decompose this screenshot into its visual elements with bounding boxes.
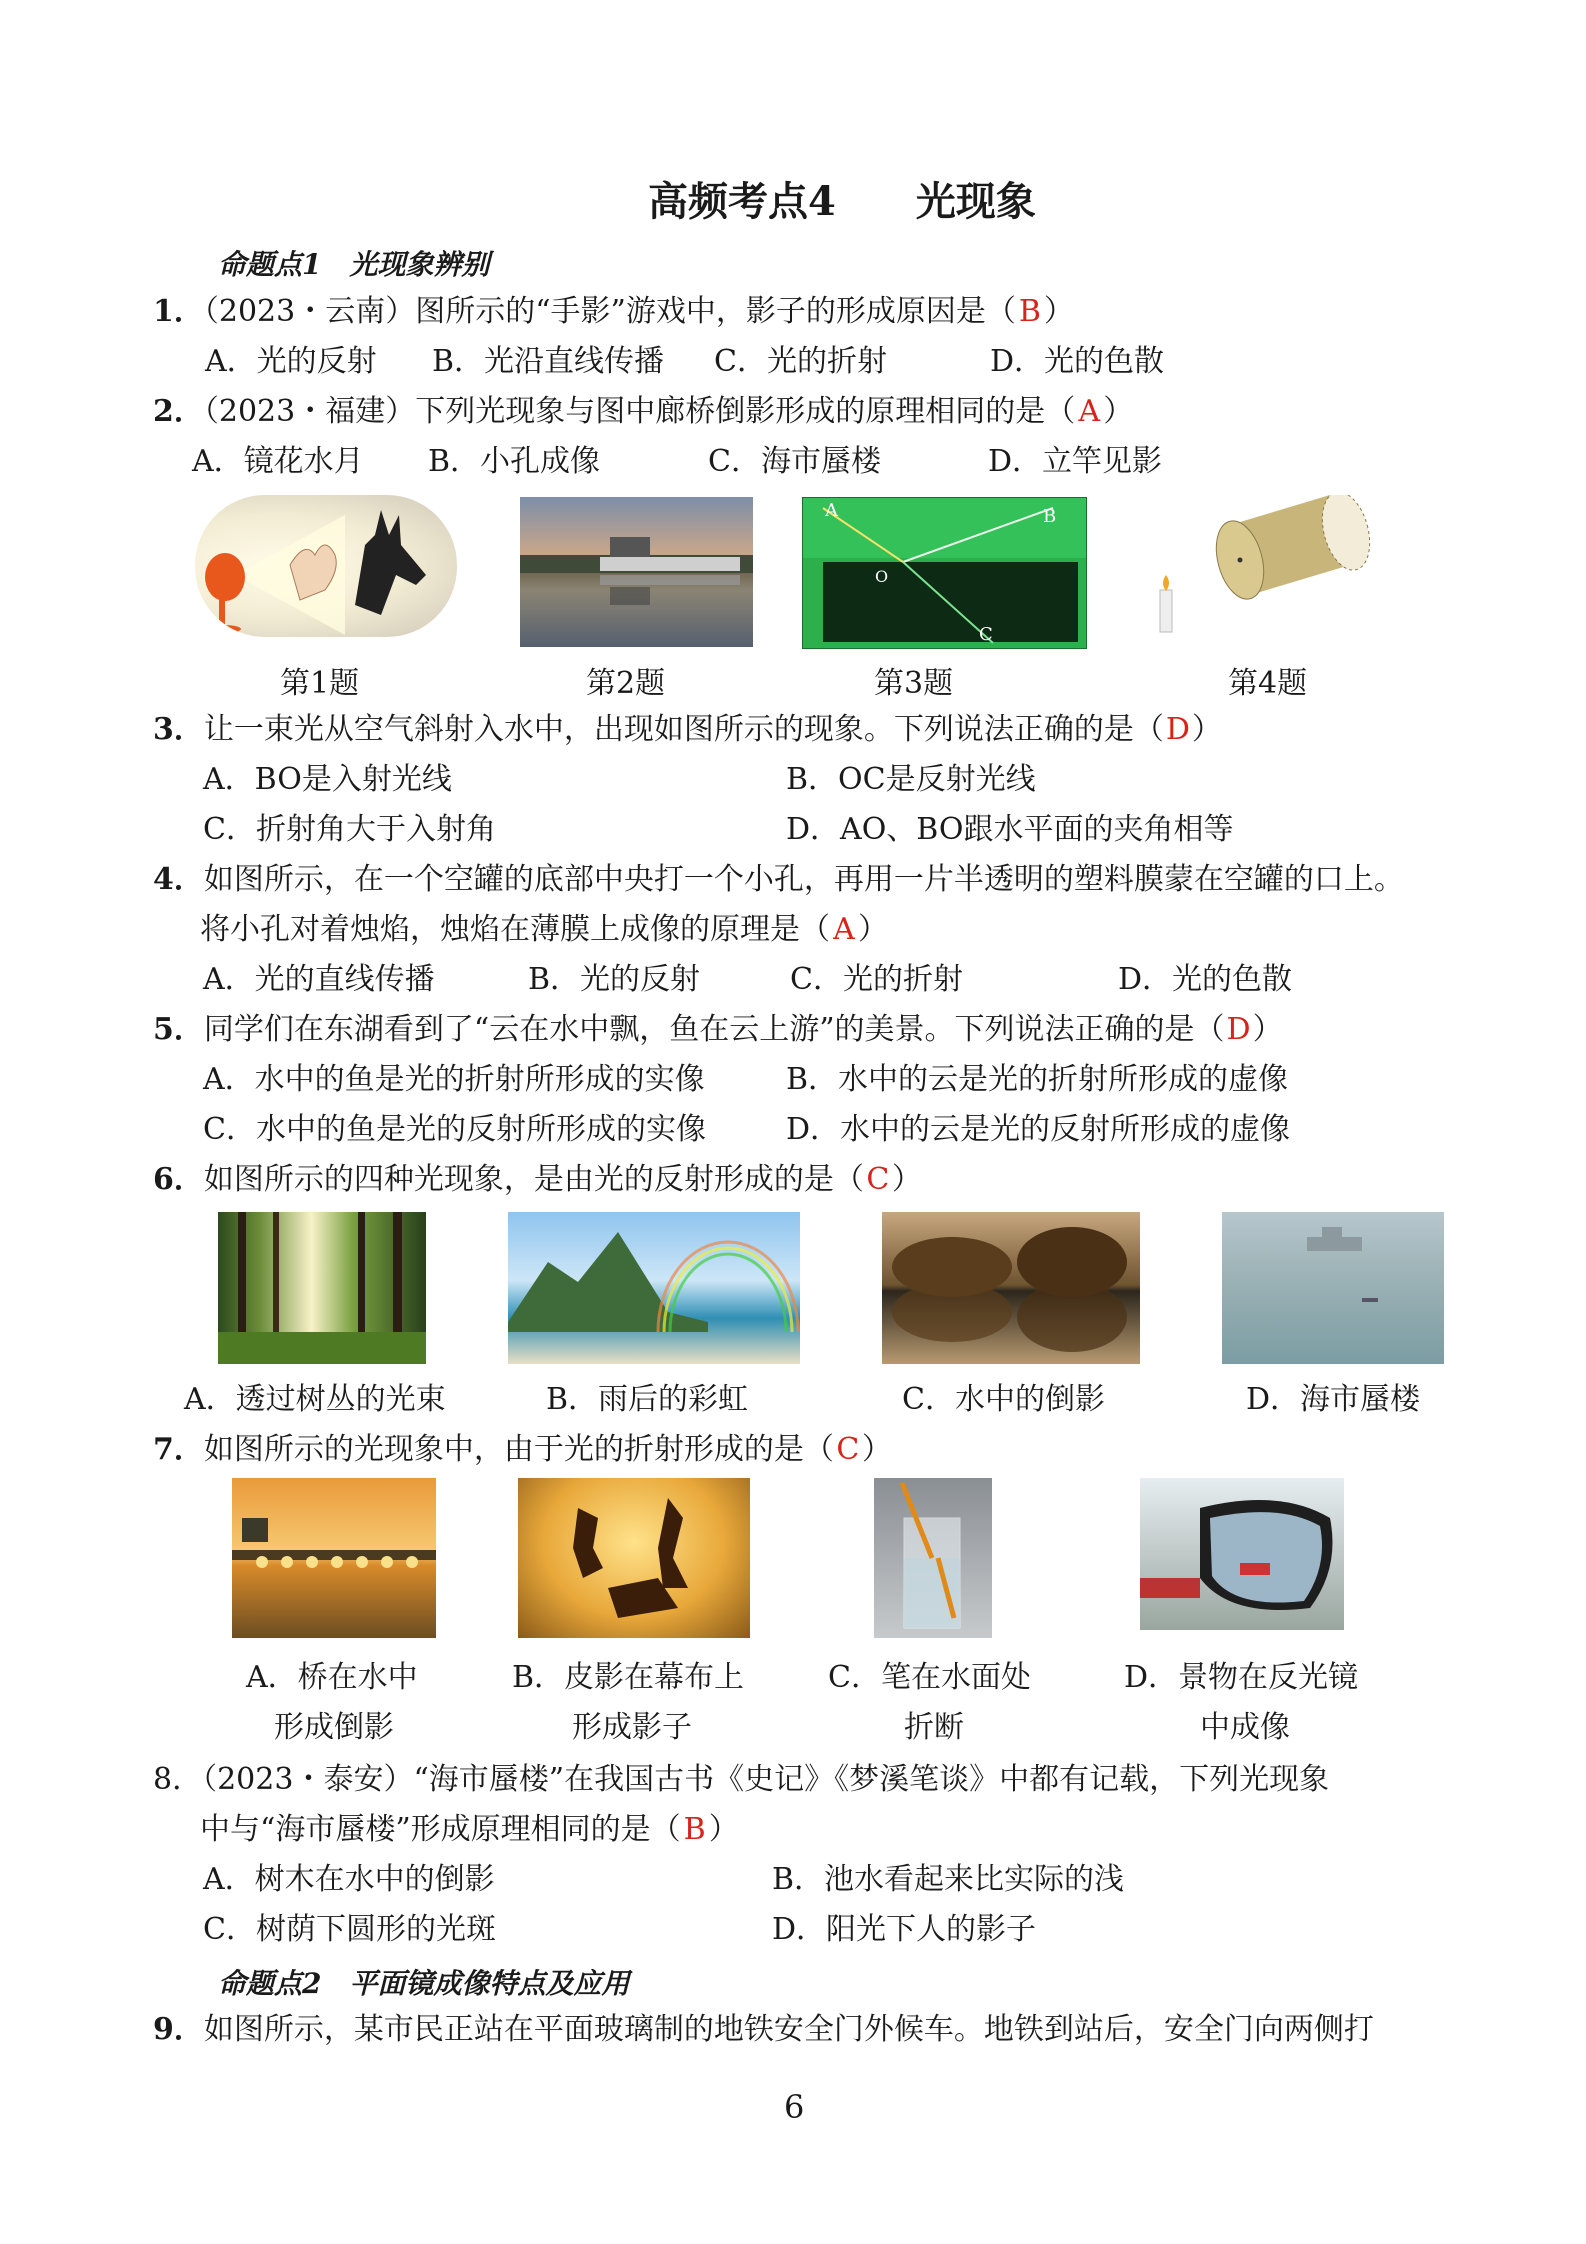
tree-reflection-illustration: [882, 1212, 1140, 1364]
paren-close: ）: [861, 1432, 892, 1467]
q1-option-d: D．光的色散: [990, 344, 1165, 379]
question-5: [153, 1008, 1283, 1052]
q1-option-a: A．光的反射: [205, 344, 377, 379]
q7-option-b: B．皮影在幕布上: [512, 1660, 745, 1695]
q5-option-c: C．水中的鱼是光的反射所形成的实像: [203, 1112, 706, 1147]
q4-option-c: C．光的折射: [790, 962, 963, 997]
caption-fig-1: 第1题: [280, 666, 360, 701]
paren-close: ）: [858, 912, 888, 947]
question-text: 让一束光从空气斜射入水中，出现如图所示的现象。下列说法正确的是（: [203, 712, 1164, 747]
paren-close: ）: [891, 1162, 922, 1197]
q2-option-a: A．镜花水月: [192, 444, 364, 479]
answer: C: [866, 1162, 890, 1197]
question-text: （2023・泰安）“海市蜃楼”在我国古书《史记》《梦溪笔谈》中都有记载，下列光现象: [202, 1762, 1330, 1797]
q6-option-a: A．透过树丛的光束: [184, 1382, 446, 1417]
question-number: 7．: [153, 1432, 204, 1467]
question-number: 3．: [153, 712, 204, 747]
paren-close: ）: [1252, 1012, 1283, 1047]
question-text: 将小孔对着烛焰，烛焰在薄膜上成像的原理是（: [200, 912, 830, 947]
q8-option-c: C．树荫下圆形的光斑: [203, 1912, 496, 1947]
figure-bridge-reflection: [520, 497, 753, 647]
question-4: [153, 858, 1404, 902]
figure-refraction: [802, 497, 1087, 649]
question-text: 如图所示的四种光现象，是由光的反射形成的是（: [203, 1162, 864, 1197]
photo-mirage: [1222, 1212, 1444, 1364]
photo-pencil-in-water: [874, 1478, 992, 1638]
question-4-line-2: [200, 908, 888, 952]
q3-option-c: C．折射角大于入射角: [203, 812, 496, 847]
question-text: 中与“海市蜃楼”形成原理相同的是（: [200, 1812, 681, 1847]
q3-option-a: A．BO是入射光线: [203, 762, 452, 797]
photo-bridge-reflection: [232, 1478, 436, 1638]
q5-option-d: D．水中的云是光的反射所形成的虚像: [786, 1112, 1291, 1147]
label-c: C: [979, 624, 993, 645]
question-6: [153, 1158, 922, 1202]
refraction-diagram: [803, 498, 1086, 648]
section-heading-1: 命题点1 光现象辨别: [218, 248, 490, 281]
question-8: [153, 1758, 1329, 1802]
label-b: B: [1043, 506, 1057, 527]
question-8-line-2: [200, 1808, 739, 1852]
photo-shadow-puppet: [518, 1478, 750, 1638]
question-text: （2023・福建）下列光现象与图中廊桥倒影形成的原理相同的是（: [203, 394, 1076, 429]
q2-option-c: C．海市蜃楼: [708, 444, 881, 479]
question-number: 1．: [153, 294, 204, 329]
question-number: 8．: [153, 1762, 203, 1797]
q4-option-a: A．光的直线传播: [203, 962, 435, 997]
pencil-glass-illustration: [874, 1478, 992, 1638]
q4-option-b: B．光的反射: [528, 962, 701, 997]
question-number: 2．: [153, 394, 204, 429]
page-number: 6: [784, 2088, 805, 2126]
caption-fig-4: 第4题: [1228, 666, 1308, 701]
q7-option-d-line2: 中成像: [1200, 1710, 1290, 1745]
label-a: A: [825, 500, 838, 521]
q1-option-b: B．光沿直线传播: [432, 344, 665, 379]
label-o: O: [875, 567, 889, 586]
mirage-illustration: [1222, 1212, 1444, 1364]
section-heading-2: 命题点2 平面镜成像特点及应用: [218, 1967, 630, 2000]
answer: B: [1018, 294, 1041, 329]
q5-option-a: A．水中的鱼是光的折射所形成的实像: [203, 1062, 705, 1097]
figure-hand-shadow: [195, 495, 457, 637]
q8-option-b: B．池水看起来比实际的浅: [772, 1862, 1125, 1897]
photo-rainbow: [508, 1212, 800, 1364]
page-title: 高频考点4 光现象: [648, 178, 1036, 225]
q7-option-c-line2: 折断: [904, 1710, 964, 1745]
paren-close: ）: [1043, 294, 1074, 329]
answer: B: [683, 1812, 706, 1847]
question-number: 5．: [153, 1012, 204, 1047]
q7-option-a-line2: 形成倒影: [274, 1710, 394, 1745]
question-text: 同学们在东湖看到了“云在水中飘，鱼在云上游”的美景。下列说法正确的是（: [203, 1012, 1225, 1047]
rainbow-illustration: [508, 1212, 800, 1364]
caption-fig-2: 第2题: [586, 666, 666, 701]
photo-forest-light: [218, 1212, 426, 1364]
figure-pinhole-can: [1150, 495, 1400, 645]
question-1: [153, 290, 1074, 334]
paren-close: ）: [708, 1812, 739, 1847]
question-3: [153, 708, 1222, 752]
paren-close: ）: [1103, 394, 1134, 429]
question-2: [153, 390, 1133, 434]
q7-option-b-line2: 形成影子: [572, 1710, 692, 1745]
q6-option-b: B．雨后的彩虹: [546, 1382, 749, 1417]
q5-option-b: B．水中的云是光的折射所形成的虚像: [786, 1062, 1289, 1097]
q1-option-c: C．光的折射: [714, 344, 887, 379]
q3-option-b: B．OC是反射光线: [786, 762, 1036, 797]
bridge-arches-illustration: [232, 1478, 436, 1638]
question-text: （2023・云南）图所示的“手影”游戏中，影子的形成原因是（: [203, 294, 1016, 329]
hand-shadow-illustration: [195, 495, 457, 637]
question-9: [153, 2008, 1374, 2052]
pinhole-can-illustration: [1150, 495, 1400, 645]
q6-option-c: C．水中的倒影: [902, 1382, 1105, 1417]
question-text: 如图所示的光现象中，由于光的折射形成的是（: [203, 1432, 834, 1467]
answer: C: [836, 1432, 860, 1467]
q6-option-d: D．海市蜃楼: [1246, 1382, 1421, 1417]
answer: A: [1078, 394, 1101, 429]
q8-option-a: A．树木在水中的倒影: [203, 1862, 495, 1897]
q2-option-b: B．小孔成像: [428, 444, 601, 479]
photo-tree-reflection: [882, 1212, 1140, 1364]
question-number: 4．: [153, 862, 204, 897]
q8-option-d: D．阳光下人的影子: [772, 1912, 1037, 1947]
q7-option-a: A．桥在水中: [246, 1660, 418, 1695]
paren-close: ）: [1191, 712, 1222, 747]
q2-option-d: D．立竿见影: [988, 444, 1163, 479]
q7-option-c: C．笔在水面处: [828, 1660, 1031, 1695]
q7-option-d: D．景物在反光镜: [1124, 1660, 1359, 1695]
answer: D: [1226, 1012, 1251, 1047]
question-number: 9．: [153, 2012, 204, 2047]
question-7: [153, 1428, 892, 1472]
q4-option-d: D．光的色散: [1118, 962, 1293, 997]
answer: A: [833, 912, 855, 947]
photo-side-mirror: [1140, 1478, 1344, 1630]
bridge-illustration: [520, 497, 753, 647]
answer: D: [1165, 712, 1190, 747]
shadow-puppet-illustration: [518, 1478, 750, 1638]
caption-fig-3: 第3题: [874, 666, 954, 701]
forest-illustration: [218, 1212, 426, 1364]
mirror-illustration: [1140, 1478, 1344, 1630]
question-text: 如图所示，在一个空罐的底部中央打一个小孔，再用一片半透明的塑料膜蒙在空罐的口上。: [203, 862, 1404, 897]
question-text: 如图所示，某市民正站在平面玻璃制的地铁安全门外候车。地铁到站后，安全门向两侧打: [203, 2012, 1374, 2047]
question-number: 6．: [153, 1162, 204, 1197]
q3-option-d: D．AO、BO跟水平面的夹角相等: [786, 812, 1234, 847]
